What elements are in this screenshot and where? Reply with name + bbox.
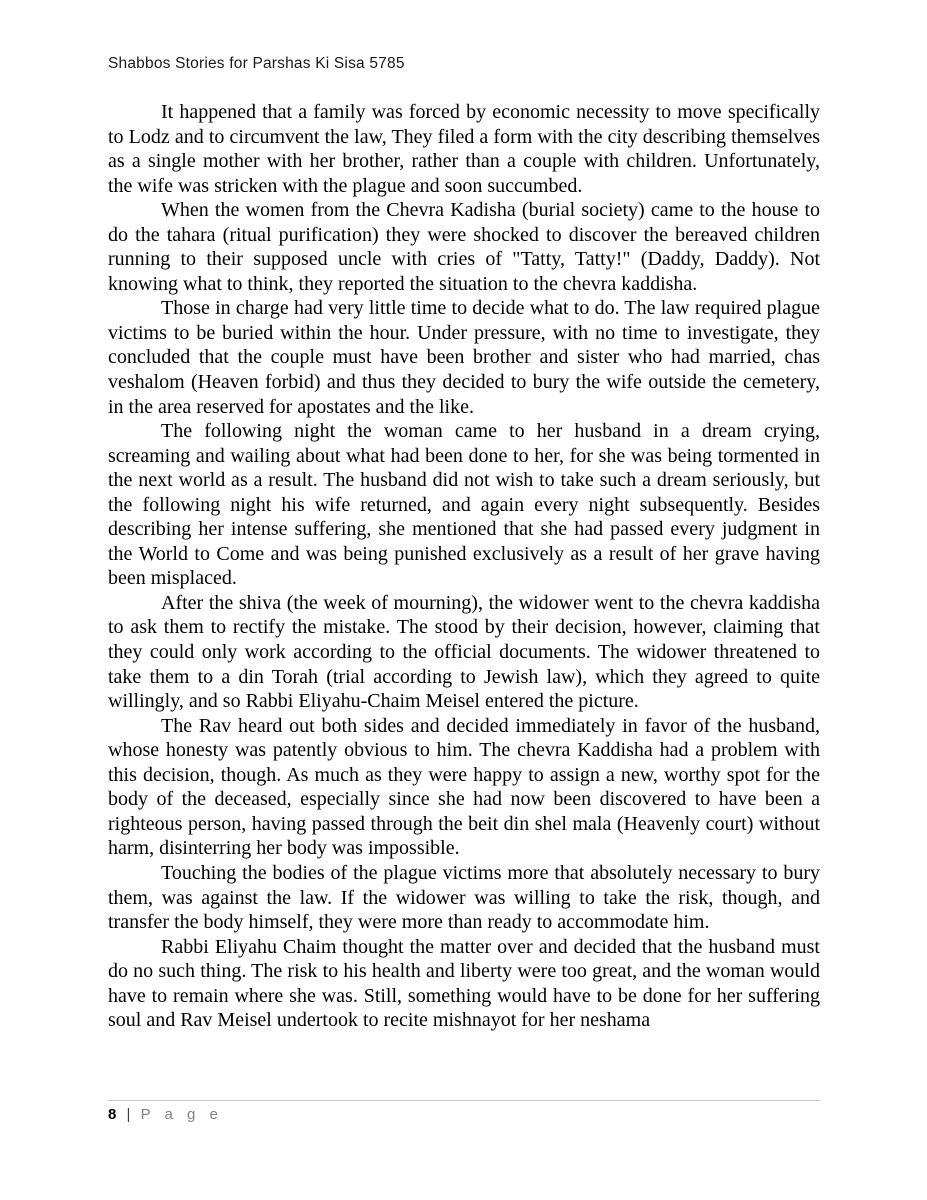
page-label: P a g e bbox=[140, 1106, 223, 1123]
page-number: 8 bbox=[108, 1106, 117, 1123]
footer-separator: | bbox=[126, 1106, 131, 1123]
footer-rule bbox=[108, 1100, 820, 1101]
document-header-text: Shabbos Stories for Parshas Ki Sisa 5785 bbox=[108, 55, 405, 72]
body-paragraph: It happened that a family was forced by economic necessity to move specifically to Lodz and to circumvent the law, They filed a form with the city describing themselves as a single mother with her brother, rather than a couple with children. Unfortunately, the wife was stricken with the plague and soon succumbed. bbox=[108, 101, 820, 197]
body-paragraph: After the shiva (the week of mourning), the widower went to the chevra kaddisha to ask them to rectify the mistake. The stood by their decision, however, claiming that they could only work according to the official documents. The widower threatened to take them to a din Torah (trial according to Jewish law), which they agreed to quite willingly, and so Rabbi Eliyahu-Chaim Meisel entered the picture. bbox=[108, 591, 820, 713]
body-paragraph: The following night the woman came to her husband in a dream crying, screaming and wailing about what had been done to her, for she was being tormented in the next world as a result. The husband did not wish to take such a dream seriously, but the following night his wife returned, and again every night subsequently. Besides describing her intense suffering, she mentioned that she had passed every judgment in the World to Come and was being punished exclusively as a result of her grave having been misplaced. bbox=[108, 420, 820, 590]
body-paragraph: When the women from the Chevra Kadisha (burial society) came to the house to do the tahara (ritual purification) they were shocked to discover the bereaved children running to their supposed uncle with cries of "Tatty, Tatty!" (Daddy, Daddy). Not knowing what to think, they reported the situation to the chevra kaddisha. bbox=[108, 199, 820, 295]
body-paragraph: Touching the bodies of the plague victims more that absolutely necessary to bury them, was against the law. If the widower was willing to take the risk, though, and transfer the body himself, they were more than ready to accommodate him. bbox=[108, 861, 820, 934]
body-paragraph: Those in charge had very little time to decide what to do. The law required plague victims to be buried within the hour. Under pressure, with no time to investigate, they concluded that the couple must have been brother and sister who had married, chas veshalom (Heaven forbid) and thus they decided to bury the wife outside the cemetery, in the area reserved for apostates and the like. bbox=[108, 297, 820, 418]
document-footer bbox=[108, 1106, 223, 1123]
body-paragraph: Rabbi Eliyahu Chaim thought the matter over and decided that the husband must do no such thing. The risk to his health and liberty were too great, and the woman would have to remain where she was. Still, something would have to be done for her suffering soul and Rav Meisel undertook to recite mishnayot for her neshama bbox=[108, 935, 820, 1032]
body-paragraph: The Rav heard out both sides and decided immediately in favor of the husband, whose honesty was patently obvious to him. The chevra Kaddisha had a problem with this decision, though. As much as they were happy to assign a new, worthy spot for the body of the deceased, especially since she had now been discovered to have been a righteous person, having passed through the beit din shel mala (Heavenly court) without harm, disinterring her body was impossible. bbox=[108, 714, 820, 860]
document-body bbox=[108, 100, 820, 1033]
